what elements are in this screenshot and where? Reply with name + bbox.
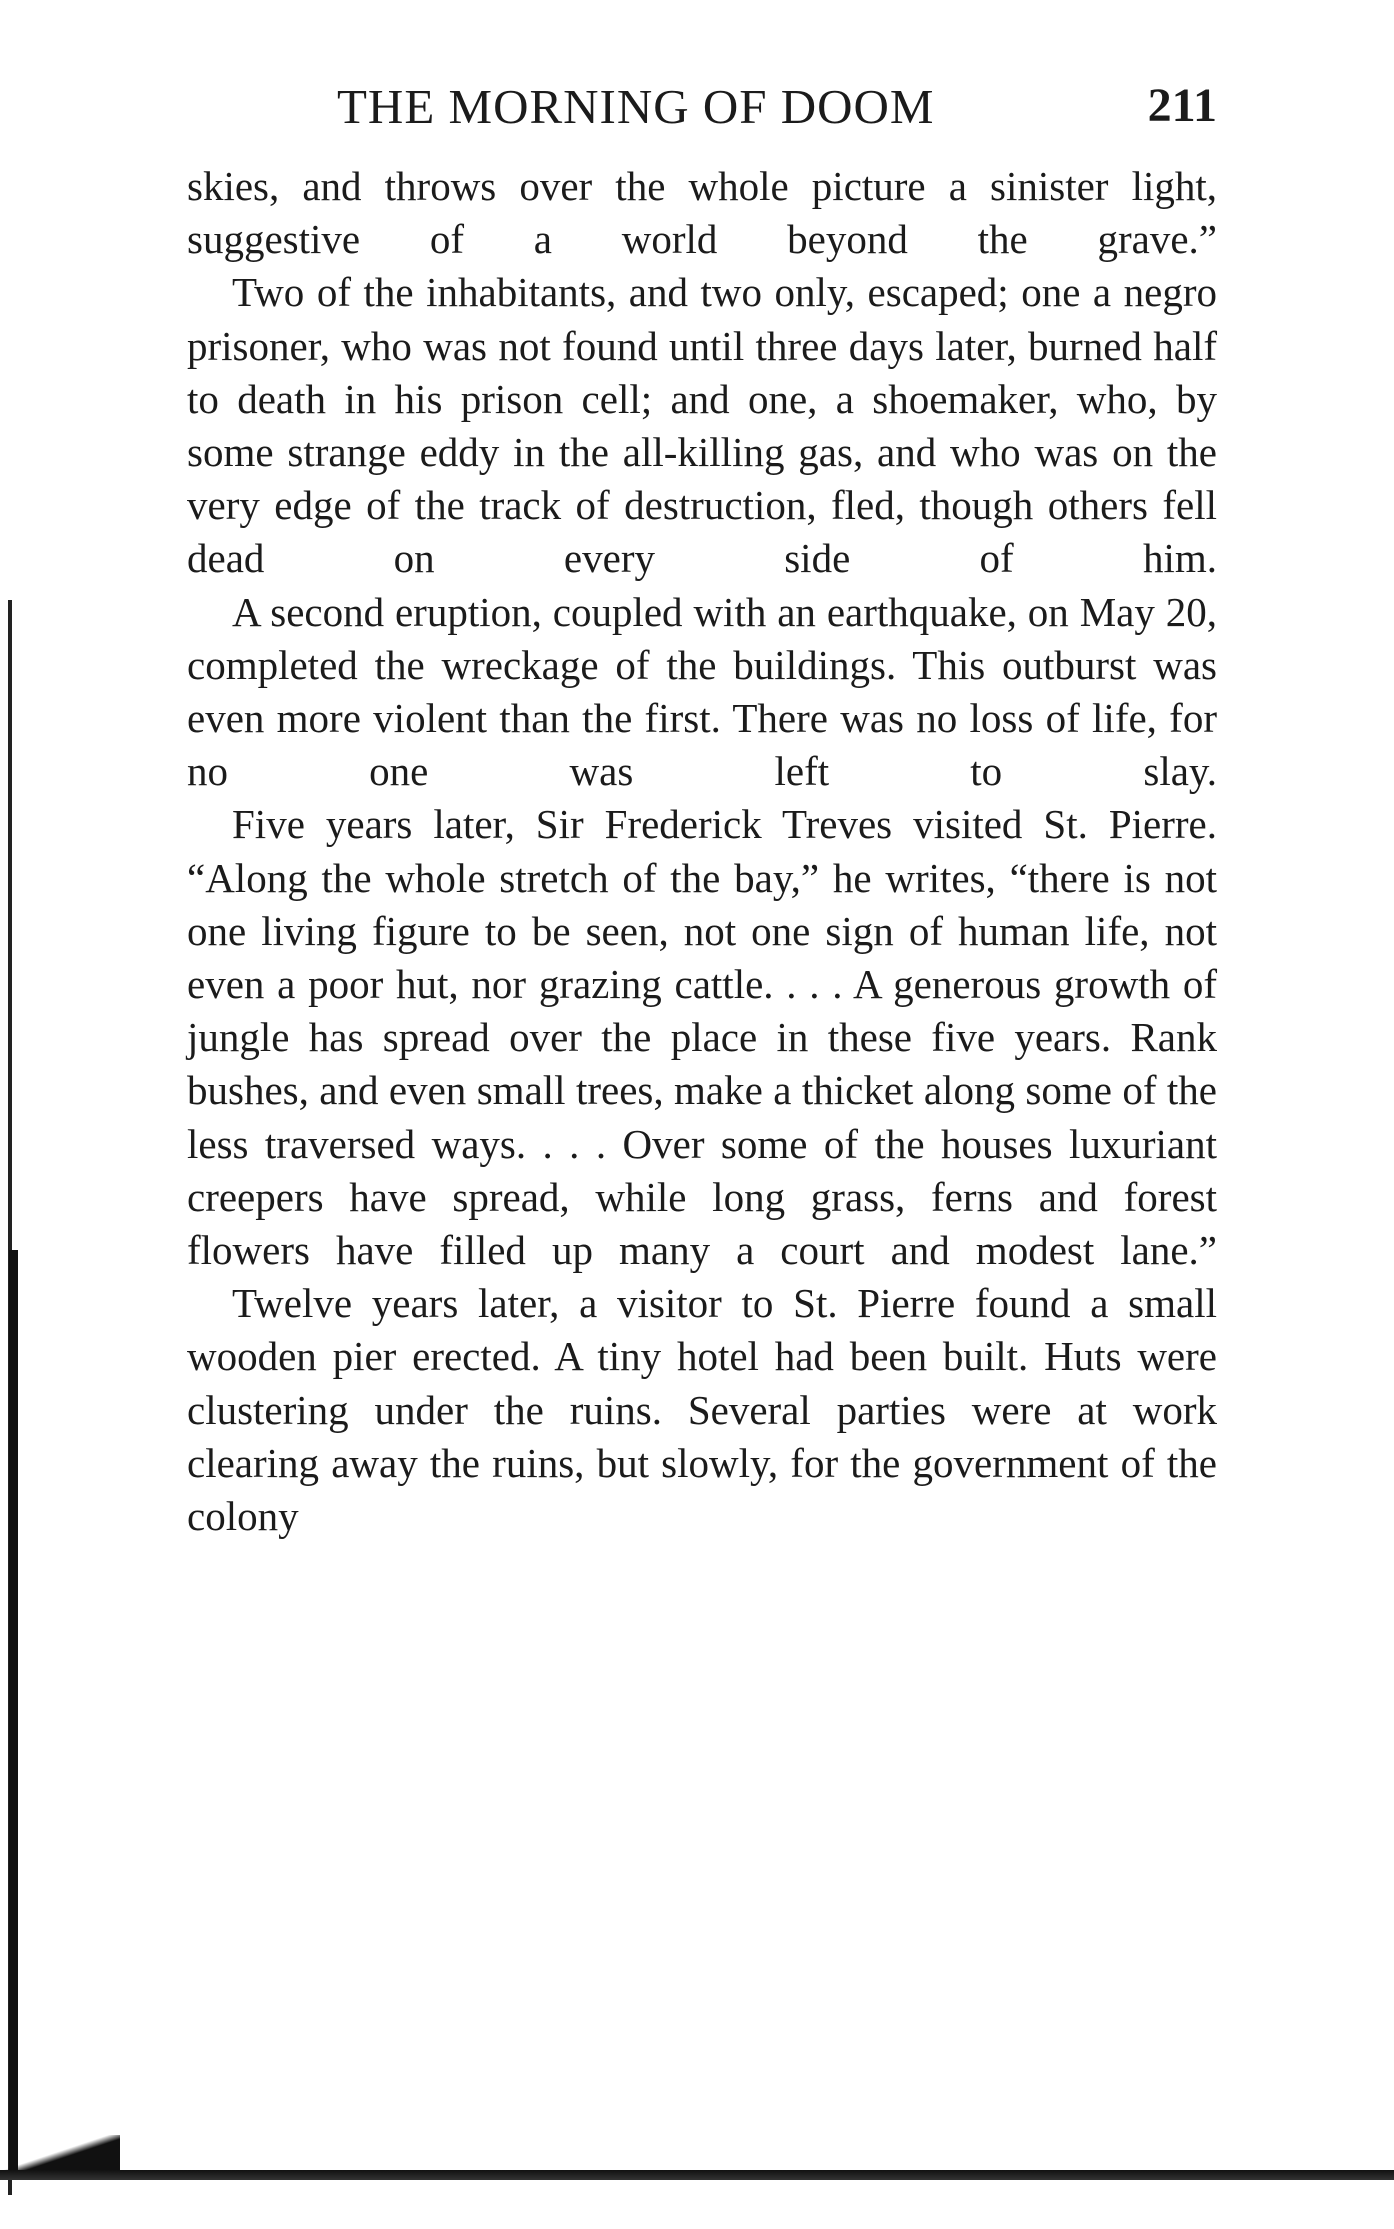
page-edge-shadow [0,2135,120,2175]
paragraph: Twelve years later, a visitor to St. Pierre found a small wooden pier erected. A tiny hotel had been built. Huts were clustering under the ruins. Several parties were at work clearing away the ruins, but slowly, for the government of the colony [187,1280,1217,1540]
paragraph: Two of the inhabitants, and two only, escaped; one a negro prisoner, who was not found until three days later, burned half to death in his prison cell; and one, a shoemaker, who, by some strange eddy in the all-killing gas, and who was on the very edge of the track of destruction, fled, though others fell dead on every side of him. [187,269,1217,582]
paragraph: A second eruption, coupled with an earthquake, on May 20, completed the wreckage of the buildings. This outburst was even more violent than the first. There was no loss of life, for no one was left to slay. [187,588,1217,795]
page-bottom-edge [0,2170,1394,2180]
page-number: 211 [1147,79,1217,132]
paragraph: Five years later, Sir Frederick Treves visited St. Pierre. “Along the whole stretch of the bay,” he writes, “there is not one living figure to be seen, not one sign of human life, not even a poor hut, nor grazing cattle. . . . A generous growth of jungle has spread over the place in these five years. Rank bushes, and even small trees, make a thicket along some of the less traversed ways. . . . Over some of the houses luxuriant creepers have spread, while long grass, ferns and forest flowers have filled up many a court and modest lane.” [187,801,1217,1274]
paragraph-continued: skies, and throws over the whole picture a sinister light, suggestive of a world beyond the grave.” [187,163,1217,263]
running-title: THE MORNING OF DOOM [337,79,935,134]
binding-shadow [9,1250,18,2170]
page-header [187,78,1217,138]
body-text [187,160,1217,1543]
